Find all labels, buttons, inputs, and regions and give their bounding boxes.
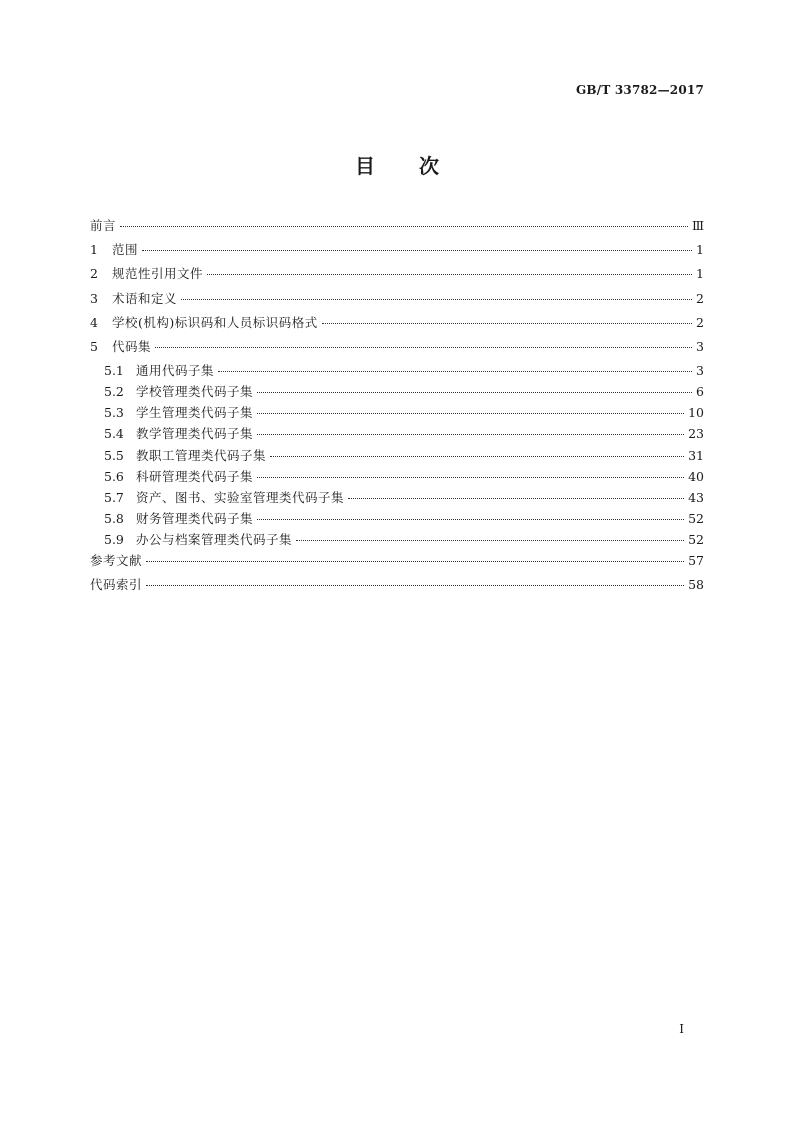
dot-leader: [146, 561, 684, 562]
toc-entry-5-6[interactable]: [90, 467, 704, 488]
toc-entry-number: 5.1: [104, 363, 124, 379]
dot-leader: [120, 226, 688, 227]
title-char-2: 次: [419, 154, 439, 178]
toc-entry-number: 5.6: [104, 468, 124, 484]
toc-entry-2[interactable]: [90, 264, 704, 288]
dot-leader: [348, 498, 684, 499]
toc-entry-label: 术语和定义: [112, 290, 178, 306]
toc-entry-label: 教学管理类代码子集: [136, 426, 254, 442]
toc-entry-5-7[interactable]: [90, 488, 704, 509]
toc-entry-number: 3: [90, 290, 98, 306]
toc-entry-5-2[interactable]: [90, 382, 704, 403]
dot-leader: [146, 585, 684, 586]
toc-entry-number: 5.7: [104, 489, 124, 505]
toc-entry-5-4[interactable]: [90, 424, 704, 445]
dot-leader: [218, 371, 692, 372]
toc-entry-number: 5.4: [104, 426, 124, 442]
toc-entry-4[interactable]: [90, 313, 704, 337]
page-number: Ⅰ: [679, 1022, 684, 1036]
dot-leader: [257, 392, 692, 393]
toc-entry-label: 范围: [112, 242, 139, 258]
dot-leader: [257, 519, 684, 520]
dot-leader: [322, 323, 692, 324]
toc-entry-label: 教职工管理类代码子集: [136, 447, 267, 463]
dot-leader: [257, 434, 684, 435]
toc-entry-page: 52: [688, 510, 704, 526]
toc-entry-label: 学校管理类代码子集: [136, 384, 254, 400]
toc-entry-page: 3: [696, 363, 704, 379]
toc-entry-number: 2: [90, 266, 98, 282]
toc-entry-page: Ⅲ: [691, 218, 704, 233]
toc-entry-number: 5.9: [104, 531, 124, 547]
toc-entry-page: 3: [696, 338, 704, 354]
toc-entry-label: 财务管理类代码子集: [136, 510, 254, 526]
toc-entry-5-8[interactable]: [90, 509, 704, 530]
toc-entry-page: 52: [688, 531, 704, 547]
page-title: [0, 150, 794, 179]
toc-entry-page: 57: [688, 552, 704, 568]
toc-entry-page: 58: [688, 577, 704, 593]
toc-entry-number: 4: [90, 314, 98, 330]
toc-entry-label: 前言: [90, 218, 117, 233]
toc-entry-foreword[interactable]: [90, 216, 704, 240]
toc-entry-label: 通用代码子集: [136, 363, 215, 379]
table-of-contents: [90, 216, 704, 599]
title-char-1: 目: [355, 154, 375, 178]
dot-leader: [257, 413, 684, 414]
toc-entry-label: 科研管理类代码子集: [136, 468, 254, 484]
toc-entry-page: 23: [688, 426, 704, 442]
document-code: GB/T 33782—2017: [575, 83, 704, 97]
toc-entry-number: 5.3: [104, 405, 124, 421]
toc-entry-page: 2: [696, 314, 704, 330]
toc-entry-page: 40: [688, 468, 704, 484]
toc-entry-label: 资产、图书、实验室管理类代码子集: [136, 489, 345, 505]
toc-entry-page: 10: [688, 405, 704, 421]
dot-leader: [296, 540, 684, 541]
toc-entry-5-9[interactable]: [90, 530, 704, 551]
toc-entry-label: 规范性引用文件: [112, 266, 204, 282]
toc-entry-label: 学生管理类代码子集: [136, 405, 254, 421]
toc-entry-code-index[interactable]: [90, 575, 704, 599]
dot-leader: [181, 299, 692, 300]
toc-entry-5[interactable]: [90, 337, 704, 361]
toc-entry-5-5[interactable]: [90, 446, 704, 467]
dot-leader: [155, 347, 692, 348]
toc-entry-page: 2: [696, 290, 704, 306]
toc-entry-number: 5.5: [104, 447, 124, 463]
toc-entry-page: 6: [696, 384, 704, 400]
toc-entry-label: 学校(机构)标识码和人员标识码格式: [112, 314, 318, 330]
dot-leader: [270, 456, 684, 457]
toc-entry-page: 31: [688, 447, 704, 463]
toc-entry-label: 参考文献: [90, 552, 143, 568]
toc-entry-page: 1: [696, 242, 704, 258]
toc-entry-3[interactable]: [90, 289, 704, 313]
toc-entry-5-1[interactable]: [90, 361, 704, 382]
toc-entry-label: 办公与档案管理类代码子集: [136, 531, 293, 547]
toc-entry-1[interactable]: [90, 240, 704, 264]
toc-entry-references[interactable]: [90, 551, 704, 575]
toc-entry-page: 1: [696, 266, 704, 282]
toc-entry-page: 43: [688, 489, 704, 505]
dot-leader: [257, 477, 684, 478]
toc-entry-number: 5.2: [104, 384, 124, 400]
toc-entry-5-3[interactable]: [90, 403, 704, 424]
toc-entry-number: 1: [90, 242, 98, 258]
toc-entry-number: 5.8: [104, 510, 124, 526]
dot-leader: [142, 250, 692, 251]
toc-entry-number: 5: [90, 338, 98, 354]
toc-entry-label: 代码集: [112, 338, 152, 354]
toc-entry-label: 代码索引: [90, 577, 143, 593]
dot-leader: [207, 274, 692, 275]
